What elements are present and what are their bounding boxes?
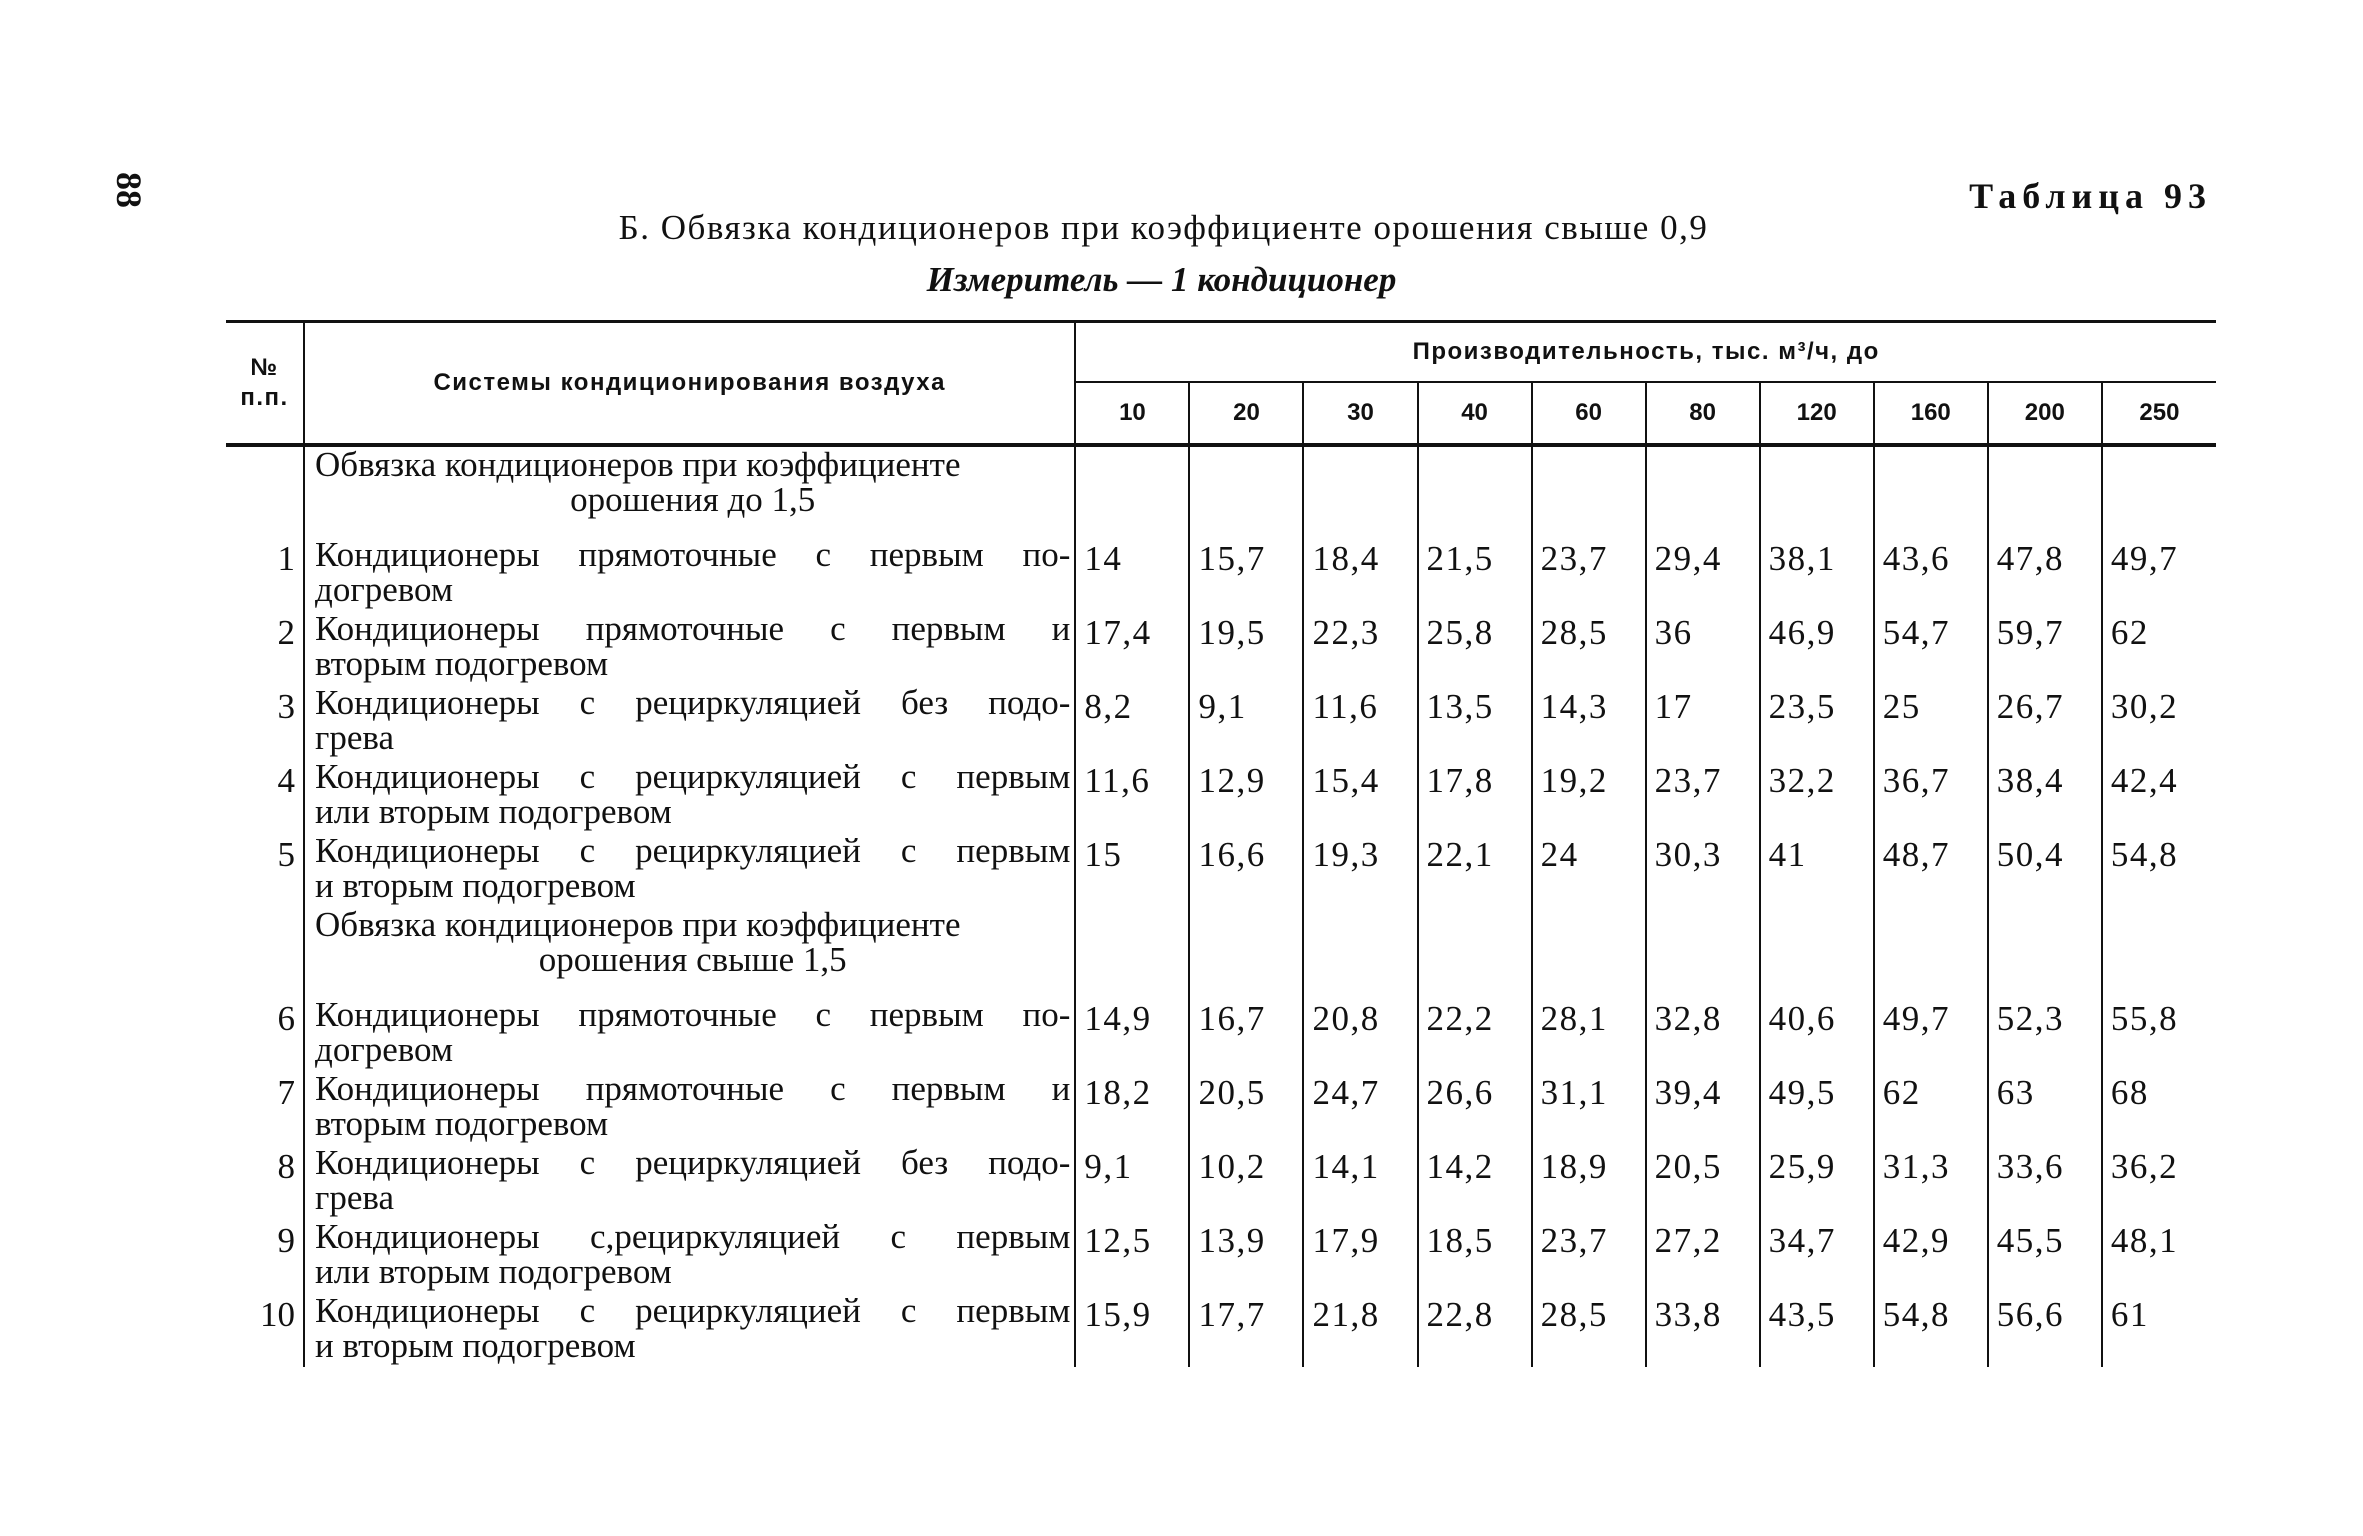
value-cell: 28,1 <box>1532 997 1646 1071</box>
value-cell: 22,8 <box>1418 1293 1532 1367</box>
value-cell: 13,9 <box>1189 1219 1303 1293</box>
value-cell: 54,8 <box>2102 833 2216 907</box>
system-name-line: Кондиционеры прямоточные с первым по- <box>315 995 1071 1034</box>
value-cell: 45,5 <box>1988 1219 2102 1293</box>
value-cell: 14,2 <box>1418 1145 1532 1219</box>
empty-cell <box>1988 907 2102 997</box>
value-cell: 8,2 <box>1084 687 1133 726</box>
value-cell: 33,8 <box>1646 1293 1760 1367</box>
column-header: 30 <box>1303 382 1417 445</box>
system-name-line: Кондиционеры с рециркуляцией без подо- <box>315 1143 1071 1182</box>
row-number: 10 <box>226 1293 304 1367</box>
value-cell: 48,7 <box>1874 833 1988 907</box>
value-cell: 14,1 <box>1303 1145 1417 1219</box>
table-row <box>226 1145 2216 1219</box>
value-cell: 13,5 <box>1418 685 1532 759</box>
value-cell: 10,2 <box>1189 1145 1303 1219</box>
value-cell: 18,4 <box>1303 537 1417 611</box>
value-cell: 62 <box>2102 611 2216 685</box>
value-cell: 49,7 <box>2102 537 2216 611</box>
header-capacity: Производительность, тыс. м³/ч, до <box>1075 322 2216 383</box>
value-cell: 31,1 <box>1532 1071 1646 1145</box>
row-number: 2 <box>226 611 304 685</box>
value-cell: 61 <box>2102 1293 2216 1367</box>
empty-cell <box>1075 445 1189 537</box>
value-cell: 42,9 <box>1874 1219 1988 1293</box>
row-number: 8 <box>226 1145 304 1219</box>
table-row <box>226 537 2216 611</box>
value-cell: 18,9 <box>1532 1145 1646 1219</box>
value-cell: 16,7 <box>1189 997 1303 1071</box>
value-cell: 19,5 <box>1189 611 1303 685</box>
row-number: 1 <box>226 537 304 611</box>
system-name-line: и вторым подогревом <box>315 866 636 905</box>
system-name <box>304 685 1075 759</box>
system-name-line: Кондиционеры прямоточные с первым и <box>315 609 1071 648</box>
row-number: 7 <box>226 1071 304 1145</box>
system-name-line: Кондиционеры с рециркуляцией с первым <box>315 757 1071 796</box>
value-cell: 49,7 <box>1874 997 1988 1071</box>
value-cell: 23,7 <box>1532 537 1646 611</box>
system-name <box>304 537 1075 611</box>
empty-cell <box>1075 907 1189 997</box>
column-header: 200 <box>1988 382 2102 445</box>
system-name-line: грева <box>315 1178 395 1217</box>
system-name <box>304 997 1075 1071</box>
value-cell: 22,3 <box>1303 611 1417 685</box>
value-cell: 19,2 <box>1532 759 1646 833</box>
section-row <box>226 907 2216 997</box>
table-row <box>226 997 2216 1071</box>
system-name-line: или вторым подогревом <box>315 792 672 831</box>
system-name <box>304 1219 1075 1293</box>
section-title-line: Обвязка кондиционеров при коэффициенте <box>315 445 961 484</box>
column-header: 80 <box>1646 382 1760 445</box>
value-cell: 54,8 <box>1874 1293 1988 1367</box>
section-title <box>304 907 1075 997</box>
value-cell: 47,8 <box>1988 537 2102 611</box>
value-cell: 25,9 <box>1760 1145 1874 1219</box>
value-cell: 36,7 <box>1874 759 1988 833</box>
empty-cell <box>1303 445 1417 537</box>
page-title <box>0 208 2363 248</box>
value-cell: 49,5 <box>1760 1071 1874 1145</box>
value-cell: 32,8 <box>1646 997 1760 1071</box>
value-cell: 31,3 <box>1874 1145 1988 1219</box>
system-name-line: Кондиционеры с рециркуляцией без подо- <box>315 683 1071 722</box>
value-cell: 15,9 <box>1084 1295 1152 1334</box>
rates-table <box>226 320 2216 1367</box>
section-number-cell <box>226 445 304 537</box>
empty-cell <box>2102 907 2216 997</box>
row-number: 5 <box>226 833 304 907</box>
value-cell: 14 <box>1084 539 1123 578</box>
value-cell: 18,2 <box>1084 1073 1152 1112</box>
value-cell: 26,6 <box>1418 1071 1532 1145</box>
value-cell: 28,5 <box>1532 611 1646 685</box>
value-cell: 15,7 <box>1189 537 1303 611</box>
value-cell: 17,7 <box>1189 1293 1303 1367</box>
empty-cell <box>1760 445 1874 537</box>
value-cell: 63 <box>1988 1071 2102 1145</box>
empty-cell <box>1532 907 1646 997</box>
system-name-line: Кондиционеры с,рециркуляцией с первым <box>315 1217 1071 1256</box>
empty-cell <box>1988 445 2102 537</box>
value-cell: 36 <box>1646 611 1760 685</box>
value-cell: 38,1 <box>1760 537 1874 611</box>
value-cell: 20,5 <box>1189 1071 1303 1145</box>
value-cell: 34,7 <box>1760 1219 1874 1293</box>
system-name-line: Кондиционеры с рециркуляцией с первым <box>315 831 1071 870</box>
row-number: 9 <box>226 1219 304 1293</box>
section-title-line: Обвязка кондиционеров при коэффициенте <box>315 905 961 944</box>
system-name-line: Кондиционеры прямоточные с первым и <box>315 1069 1071 1108</box>
value-cell: 15,4 <box>1303 759 1417 833</box>
system-name-line: грева <box>315 718 395 757</box>
page-title-text: Б. Обвязка кондиционеров при коэффициенте орошения свыше 0,9 <box>618 208 1709 247</box>
value-cell: 40,6 <box>1760 997 1874 1071</box>
empty-cell <box>1418 445 1532 537</box>
value-cell: 9,1 <box>1189 685 1303 759</box>
table-row <box>226 833 2216 907</box>
empty-cell <box>1532 445 1646 537</box>
value-cell: 54,7 <box>1874 611 1988 685</box>
value-cell: 32,2 <box>1760 759 1874 833</box>
table-row <box>226 759 2216 833</box>
value-cell: 38,4 <box>1988 759 2102 833</box>
table-label: Таблица 93 <box>1969 176 2212 216</box>
value-cell: 42,4 <box>2102 759 2216 833</box>
column-header: 60 <box>1532 382 1646 445</box>
system-name-line: или вторым подогревом <box>315 1252 672 1291</box>
value-cell: 19,3 <box>1303 833 1417 907</box>
value-cell: 29,4 <box>1646 537 1760 611</box>
value-cell: 27,2 <box>1646 1219 1760 1293</box>
value-cell: 22,2 <box>1418 997 1532 1071</box>
system-name <box>304 1293 1075 1367</box>
empty-cell <box>1646 445 1760 537</box>
value-cell: 62 <box>1874 1071 1988 1145</box>
section-number-cell <box>226 907 304 997</box>
row-number: 4 <box>226 759 304 833</box>
value-cell: 23,7 <box>1646 759 1760 833</box>
section-title <box>304 445 1075 537</box>
empty-cell <box>1646 907 1760 997</box>
value-cell: 12,5 <box>1084 1221 1152 1260</box>
empty-cell <box>1189 907 1303 997</box>
system-name-line: догревом <box>315 570 453 609</box>
section-row <box>226 445 2216 537</box>
value-cell: 68 <box>2102 1071 2216 1145</box>
system-name <box>304 1071 1075 1145</box>
system-name-line: Кондиционеры с рециркуляцией с первым <box>315 1291 1071 1330</box>
value-cell: 30,3 <box>1646 833 1760 907</box>
empty-cell <box>1303 907 1417 997</box>
value-cell: 43,5 <box>1760 1293 1874 1367</box>
system-name <box>304 833 1075 907</box>
value-cell: 36,2 <box>2102 1145 2216 1219</box>
value-cell: 59,7 <box>1988 611 2102 685</box>
value-cell: 21,8 <box>1303 1293 1417 1367</box>
value-cell: 46,9 <box>1760 611 1874 685</box>
value-cell: 23,7 <box>1532 1219 1646 1293</box>
value-cell: 25,8 <box>1418 611 1532 685</box>
value-cell: 11,6 <box>1084 761 1151 800</box>
column-header: 120 <box>1760 382 1874 445</box>
value-cell: 43,6 <box>1874 537 1988 611</box>
column-header: 10 <box>1075 382 1189 445</box>
value-cell: 20,5 <box>1646 1145 1760 1219</box>
empty-cell <box>1418 907 1532 997</box>
value-cell: 16,6 <box>1189 833 1303 907</box>
section-title-line: орошения до 1,5 <box>570 480 816 519</box>
value-cell: 28,5 <box>1532 1293 1646 1367</box>
value-cell: 18,5 <box>1418 1219 1532 1293</box>
value-cell: 50,4 <box>1988 833 2102 907</box>
value-cell: 23,5 <box>1760 685 1874 759</box>
table-row <box>226 1293 2216 1367</box>
table-row <box>226 1071 2216 1145</box>
value-cell: 26,7 <box>1988 685 2102 759</box>
value-cell: 56,6 <box>1988 1293 2102 1367</box>
value-cell: 9,1 <box>1084 1147 1133 1186</box>
value-cell: 22,1 <box>1418 833 1532 907</box>
column-header: 40 <box>1418 382 1532 445</box>
value-cell: 52,3 <box>1988 997 2102 1071</box>
measure-unit-text: Измеритель — 1 кондиционер <box>926 260 1397 299</box>
system-name <box>304 759 1075 833</box>
value-cell: 48,1 <box>2102 1219 2216 1293</box>
value-cell: 14,9 <box>1084 999 1152 1038</box>
row-number: 3 <box>226 685 304 759</box>
page-number: 88 <box>109 172 149 208</box>
empty-cell <box>1189 445 1303 537</box>
header-system: Системы кондиционирования воздуха <box>304 322 1075 446</box>
value-cell: 21,5 <box>1418 537 1532 611</box>
table-row <box>226 685 2216 759</box>
empty-cell <box>1874 907 1988 997</box>
value-cell: 15 <box>1084 835 1123 874</box>
system-name-line: Кондиционеры прямоточные с первым по- <box>315 535 1071 574</box>
value-cell: 55,8 <box>2102 997 2216 1071</box>
value-cell: 33,6 <box>1988 1145 2102 1219</box>
measure-unit <box>0 260 2363 300</box>
empty-cell <box>1874 445 1988 537</box>
empty-cell <box>1760 907 1874 997</box>
value-cell: 25 <box>1874 685 1988 759</box>
value-cell: 41 <box>1760 833 1874 907</box>
value-cell: 17,4 <box>1084 613 1152 652</box>
value-cell: 39,4 <box>1646 1071 1760 1145</box>
system-name-line: вторым подогревом <box>315 644 609 683</box>
system-name <box>304 1145 1075 1219</box>
value-cell: 24 <box>1532 833 1646 907</box>
value-cell: 17,9 <box>1303 1219 1417 1293</box>
header-number: № п.п. <box>226 322 304 446</box>
value-cell: 11,6 <box>1303 685 1417 759</box>
column-header: 160 <box>1874 382 1988 445</box>
value-cell: 24,7 <box>1303 1071 1417 1145</box>
value-cell: 17,8 <box>1418 759 1532 833</box>
value-cell: 17 <box>1646 685 1760 759</box>
system-name-line: догревом <box>315 1030 453 1069</box>
row-number: 6 <box>226 997 304 1071</box>
empty-cell <box>2102 445 2216 537</box>
value-cell: 30,2 <box>2102 685 2216 759</box>
section-title-line: орошения свыше 1,5 <box>538 940 847 979</box>
value-cell: 12,9 <box>1189 759 1303 833</box>
system-name-line: и вторым подогревом <box>315 1326 636 1365</box>
value-cell: 20,8 <box>1303 997 1417 1071</box>
table-row <box>226 611 2216 685</box>
column-header: 20 <box>1189 382 1303 445</box>
value-cell: 14,3 <box>1532 685 1646 759</box>
column-header: 250 <box>2102 382 2216 445</box>
table-row <box>226 1219 2216 1293</box>
system-name <box>304 611 1075 685</box>
system-name-line: вторым подогревом <box>315 1104 609 1143</box>
